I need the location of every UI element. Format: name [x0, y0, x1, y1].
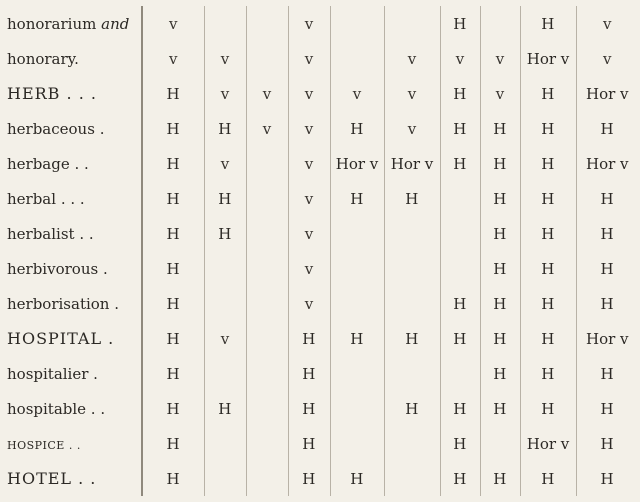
headword: hospitalier .: [7, 364, 98, 383]
pronunciation-cell: [384, 461, 440, 496]
pronunciation-cell: H: [440, 146, 480, 181]
pronunciation-cell: [384, 356, 440, 391]
pronunciation-cell: H: [142, 461, 204, 496]
pronunciation-cell: [246, 146, 288, 181]
table-row: [0, 461, 638, 496]
pronunciation-cell: H: [600, 119, 615, 138]
pronunciation-cell: v: [288, 251, 330, 286]
pronunciation-cell: Hor v: [330, 146, 384, 181]
pronunciation-cell: H: [142, 111, 204, 146]
pronunciation-cell: Hor v: [384, 146, 440, 181]
pronunciation-cell: H: [480, 356, 520, 391]
pronunciation-cell: H: [520, 111, 576, 146]
pronunciation-cell: H: [600, 399, 615, 418]
headword-cell: [0, 461, 142, 496]
pronunciation-cell: [440, 181, 480, 216]
headword: honorarium: [7, 14, 97, 33]
pronunciation-cell: H: [330, 181, 384, 216]
pronunciation-cell: [384, 251, 440, 286]
pronunciation-cell: H: [288, 426, 330, 461]
pronunciation-cell: [246, 391, 288, 426]
headword: herborisation .: [7, 294, 120, 313]
pronunciation-cell: H: [142, 391, 204, 426]
table-row: [0, 181, 638, 216]
headword-cell: [0, 426, 142, 461]
pronunciation-cell: v: [288, 216, 330, 251]
pronunciation-cell: H: [600, 224, 615, 243]
headword: HOTEL . .: [7, 469, 97, 488]
headword-cell: [0, 6, 142, 41]
pronunciation-cell: [246, 426, 288, 461]
pronunciation-cell: v: [480, 76, 520, 111]
table-row: [0, 6, 638, 41]
pronunciation-cell: H: [288, 391, 330, 426]
pronunciation-cell: [246, 461, 288, 496]
headword: HOSPICE . .: [7, 438, 81, 452]
table-row: [0, 391, 638, 426]
pronunciation-cell: v: [288, 146, 330, 181]
pronunciation-cell: [330, 216, 384, 251]
pronunciation-cell: v: [330, 76, 384, 111]
headword: hospitable . .: [7, 399, 106, 418]
headword-cell: [0, 41, 142, 76]
headword-cell: [0, 251, 142, 286]
pronunciation-cell: [204, 251, 246, 286]
headword: honorary.: [7, 49, 79, 68]
pronunciation-cell: H: [440, 76, 480, 111]
pronunciation-cell: Hor v: [585, 154, 629, 173]
pronunciation-cell: [440, 251, 480, 286]
pronunciation-cell: [330, 426, 384, 461]
pronunciation-cell: H: [480, 146, 520, 181]
pronunciation-cell: H: [330, 461, 384, 496]
table-row: [0, 356, 638, 391]
pronunciation-cell: H: [520, 356, 576, 391]
pronunciation-cell: H: [384, 321, 440, 356]
pronunciation-cell: v: [288, 76, 330, 111]
pronunciation-cell: [384, 426, 440, 461]
table-row: [0, 76, 638, 111]
pronunciation-cell: [480, 6, 520, 41]
pronunciation-cell: H: [440, 426, 480, 461]
table-body: [0, 6, 638, 496]
pronunciation-cell: [204, 461, 246, 496]
pronunciation-cell: H: [440, 286, 480, 321]
pronunciation-cell: [440, 356, 480, 391]
pronunciation-cell: v: [288, 41, 330, 76]
headword: herbage . .: [7, 154, 89, 173]
table-row: [0, 146, 638, 181]
pronunciation-cell: [204, 426, 246, 461]
pronunciation-cell: H: [142, 356, 204, 391]
pronunciation-cell: [384, 6, 440, 41]
pronunciation-cell: [440, 216, 480, 251]
pronunciation-cell: v: [384, 111, 440, 146]
table-row: [0, 111, 638, 146]
pronunciation-cell: H: [480, 461, 520, 496]
pronunciation-cell: H: [520, 286, 576, 321]
pronunciation-cell: v: [288, 181, 330, 216]
pronunciation-cell: H: [600, 294, 615, 313]
pronunciation-cell: [330, 356, 384, 391]
pronunciation-cell: v: [603, 14, 612, 33]
headword-cell: [0, 181, 142, 216]
pronunciation-cell: H: [600, 259, 615, 278]
pronunciation-cell: H: [142, 426, 204, 461]
headword-cell: [0, 391, 142, 426]
pronunciation-cell: Hor v: [520, 426, 576, 461]
pronunciation-cell: [330, 251, 384, 286]
pronunciation-cell: Hor v: [520, 41, 576, 76]
headword-cell: [0, 146, 142, 181]
headword-suffix: and: [101, 14, 130, 33]
pronunciation-cell: [246, 41, 288, 76]
pronunciation-cell: H: [330, 111, 384, 146]
pronunciation-cell: [246, 321, 288, 356]
pronunciation-cell: H: [520, 251, 576, 286]
pronunciation-cell: H: [204, 111, 246, 146]
pronunciation-cell: [204, 286, 246, 321]
pronunciation-cell: H: [600, 364, 615, 383]
pronunciation-cell: H: [480, 216, 520, 251]
headword: herbalist . .: [7, 224, 94, 243]
pronunciation-cell: H: [330, 321, 384, 356]
table-row: [0, 216, 638, 251]
pronunciation-cell: [480, 426, 520, 461]
pronunciation-cell: v: [288, 286, 330, 321]
pronunciation-cell: H: [520, 216, 576, 251]
pronunciation-cell: v: [142, 6, 204, 41]
headword-cell: [0, 216, 142, 251]
headword: HERB . . .: [7, 84, 97, 103]
pronunciation-cell: H: [600, 469, 615, 488]
pronunciation-cell: H: [600, 434, 615, 453]
pronunciation-cell: Hor v: [585, 329, 629, 348]
pronunciation-cell: H: [384, 181, 440, 216]
pronunciation-cell: v: [288, 6, 330, 41]
pronunciation-cell: H: [142, 146, 204, 181]
pronunciation-cell: H: [142, 286, 204, 321]
pronunciation-cell: v: [204, 76, 246, 111]
table-row: [0, 251, 638, 286]
pronunciation-cell: H: [520, 181, 576, 216]
headword: herbaceous .: [7, 119, 105, 138]
pronunciation-cell: H: [440, 111, 480, 146]
pronunciation-cell: H: [480, 251, 520, 286]
headword: herbivorous .: [7, 259, 108, 278]
pronunciation-cell: H: [520, 76, 576, 111]
pronunciation-cell: [246, 181, 288, 216]
pronunciation-cell: v: [384, 76, 440, 111]
pronunciation-cell: H: [480, 286, 520, 321]
pronunciation-cell: v: [480, 41, 520, 76]
pronunciation-cell: H: [480, 181, 520, 216]
pronunciation-cell: H: [520, 321, 576, 356]
pronunciation-cell: H: [204, 391, 246, 426]
pronunciation-cell: v: [384, 41, 440, 76]
pronunciation-cell: H: [480, 391, 520, 426]
pronunciation-cell: v: [603, 49, 612, 68]
pronunciation-cell: H: [440, 391, 480, 426]
table-row: [0, 286, 638, 321]
pronunciation-cell: H: [600, 189, 615, 208]
pronunciation-table: [0, 6, 638, 496]
pronunciation-cell: H: [142, 251, 204, 286]
pronunciation-cell: H: [520, 6, 576, 41]
pronunciation-cell: H: [142, 216, 204, 251]
pronunciation-cell: v: [440, 41, 480, 76]
pronunciation-cell: [384, 286, 440, 321]
pronunciation-cell: Hor v: [585, 84, 629, 103]
pronunciation-cell: v: [204, 321, 246, 356]
pronunciation-cell: H: [288, 356, 330, 391]
table-row: [0, 41, 638, 76]
pronunciation-cell: v: [204, 41, 246, 76]
pronunciation-cell: H: [288, 461, 330, 496]
pronunciation-cell: H: [480, 321, 520, 356]
headword-cell: [0, 321, 142, 356]
pronunciation-cell: v: [288, 111, 330, 146]
pronunciation-cell: H: [480, 111, 520, 146]
pronunciation-cell: [384, 216, 440, 251]
pronunciation-cell: H: [440, 321, 480, 356]
pronunciation-cell: [204, 356, 246, 391]
pronunciation-cell: [330, 41, 384, 76]
pronunciation-cell: H: [440, 461, 480, 496]
table-row: [0, 426, 638, 461]
pronunciation-cell: H: [440, 6, 480, 41]
headword-cell: [0, 356, 142, 391]
pronunciation-cell: H: [520, 146, 576, 181]
headword-cell: [0, 286, 142, 321]
pronunciation-cell: H: [384, 391, 440, 426]
pronunciation-cell: H: [142, 321, 204, 356]
pronunciation-cell: [330, 6, 384, 41]
headword-cell: [0, 111, 142, 146]
pronunciation-cell: H: [204, 216, 246, 251]
pronunciation-cell: [246, 356, 288, 391]
pronunciation-cell: H: [204, 181, 246, 216]
pronunciation-cell: v: [204, 146, 246, 181]
pronunciation-cell: H: [288, 321, 330, 356]
headword: herbal . . .: [7, 189, 85, 208]
pronunciation-cell: H: [520, 391, 576, 426]
pronunciation-cell: [330, 286, 384, 321]
headword-cell: [0, 76, 142, 111]
pronunciation-cell: v: [142, 41, 204, 76]
table-row: [0, 321, 638, 356]
headword: HOSPITAL .: [7, 329, 115, 348]
pronunciation-cell: H: [520, 461, 576, 496]
pronunciation-cell: [246, 216, 288, 251]
pronunciation-cell: [204, 6, 246, 41]
pronunciation-cell: H: [142, 181, 204, 216]
pronunciation-cell: [246, 251, 288, 286]
pronunciation-cell: v: [246, 111, 288, 146]
pronunciation-cell: [246, 286, 288, 321]
pronunciation-cell: [246, 6, 288, 41]
pronunciation-cell: v: [246, 76, 288, 111]
pronunciation-cell: H: [142, 76, 204, 111]
pronunciation-cell: [330, 391, 384, 426]
